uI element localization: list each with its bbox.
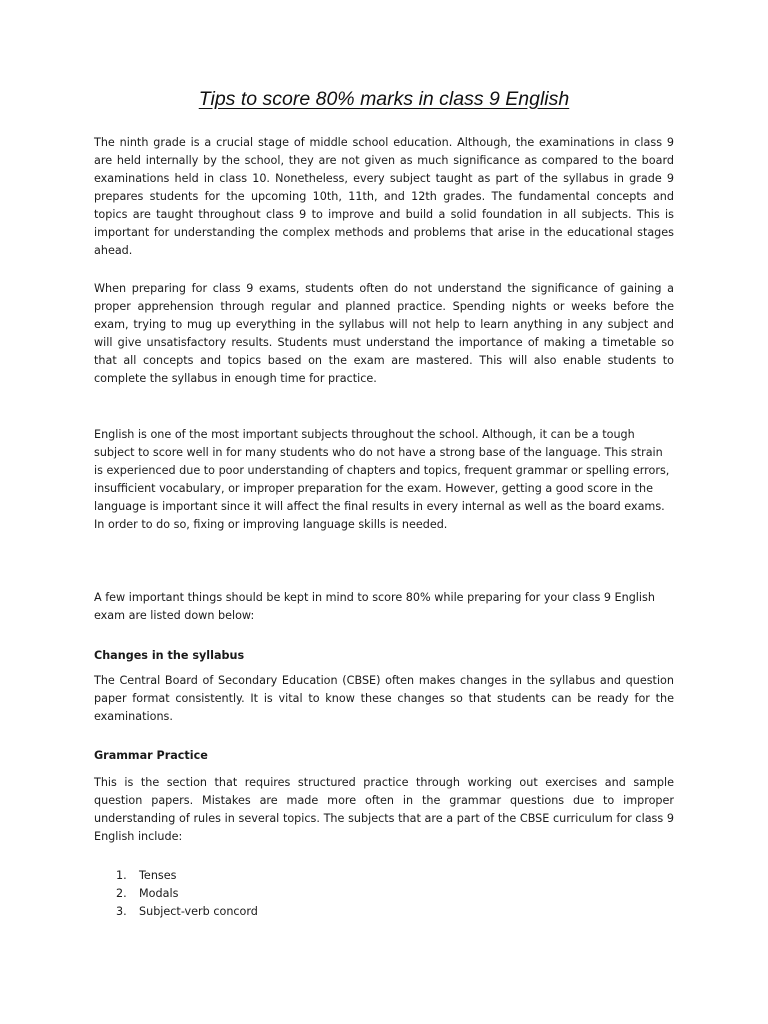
paragraph-preparation: When preparing for class 9 exams, students often do not understand the significance of gaining a proper apprehension through regular and planned practice. Spending nights or weeks before the exam, trying to mug up everything in the syllabus will not help to learn anything in any subject and will give unsatisfactory results. Students must understand the importance of making a timetable so that all concepts and topics based on the exam are mastered. This will also enable students to complete the syllabus in enough time for practice. <box>94 282 674 385</box>
document-title: Tips to score 80% marks in class 9 English <box>198 88 570 110</box>
list-item-text: Subject-verb concord <box>139 905 258 918</box>
list-item-text: Tenses <box>139 869 177 882</box>
list-item-number: 2. <box>116 887 127 900</box>
list-item <box>116 885 258 903</box>
list-item <box>116 903 258 921</box>
list-item-number: 1. <box>116 869 127 882</box>
grammar-topics-list <box>116 867 258 921</box>
paragraph-important-things: A few important things should be kept in mind to score 80% while preparing for your class 9 English exam are listed down below: <box>94 591 655 622</box>
list-item <box>116 867 258 885</box>
section-heading-grammar: Grammar Practice <box>94 749 208 762</box>
list-item-text: Modals <box>139 887 179 900</box>
section-text-syllabus: The Central Board of Secondary Education (CBSE) often makes changes in the syllabus and question paper format consistently. It is vital to know these changes so that students can be ready for the examinations. <box>94 674 674 723</box>
section-text-grammar: This is the section that requires structured practice through working out exercises and sample question papers. Mistakes are made more often in the grammar questions due to improper understanding of rules in several topics. The subjects that are a part of the CBSE curriculum for class 9 English include: <box>94 776 674 843</box>
list-item-number: 3. <box>116 905 127 918</box>
paragraph-english-importance: English is one of the most important subjects throughout the school. Although, it can be a tough subject to score well in for many students who do not have a strong base of the language. This strain is experienced due to poor understanding of chapters and topics, frequent grammar or spelling errors, insufficient vocabulary, or improper preparation for the exam. However, getting a good score in the language is important since it will affect the final results in every internal as well as the board exams. In order to do so, fixing or improving language skills is needed. <box>94 428 670 531</box>
paragraph-intro: The ninth grade is a crucial stage of middle school education. Although, the examinations in class 9 are held internally by the school, they are not given as much significance as compared to the board examinations held in class 10. Nonetheless, every subject taught as part of the syllabus in grade 9 prepares students for the upcoming 10th, 11th, and 12th grades. The fundamental concepts and topics are taught throughout class 9 to improve and build a solid foundation in all subjects. This is important for understanding the complex methods and problems that arise in the educational stages ahead. <box>94 136 674 257</box>
section-heading-syllabus: Changes in the syllabus <box>94 649 245 662</box>
